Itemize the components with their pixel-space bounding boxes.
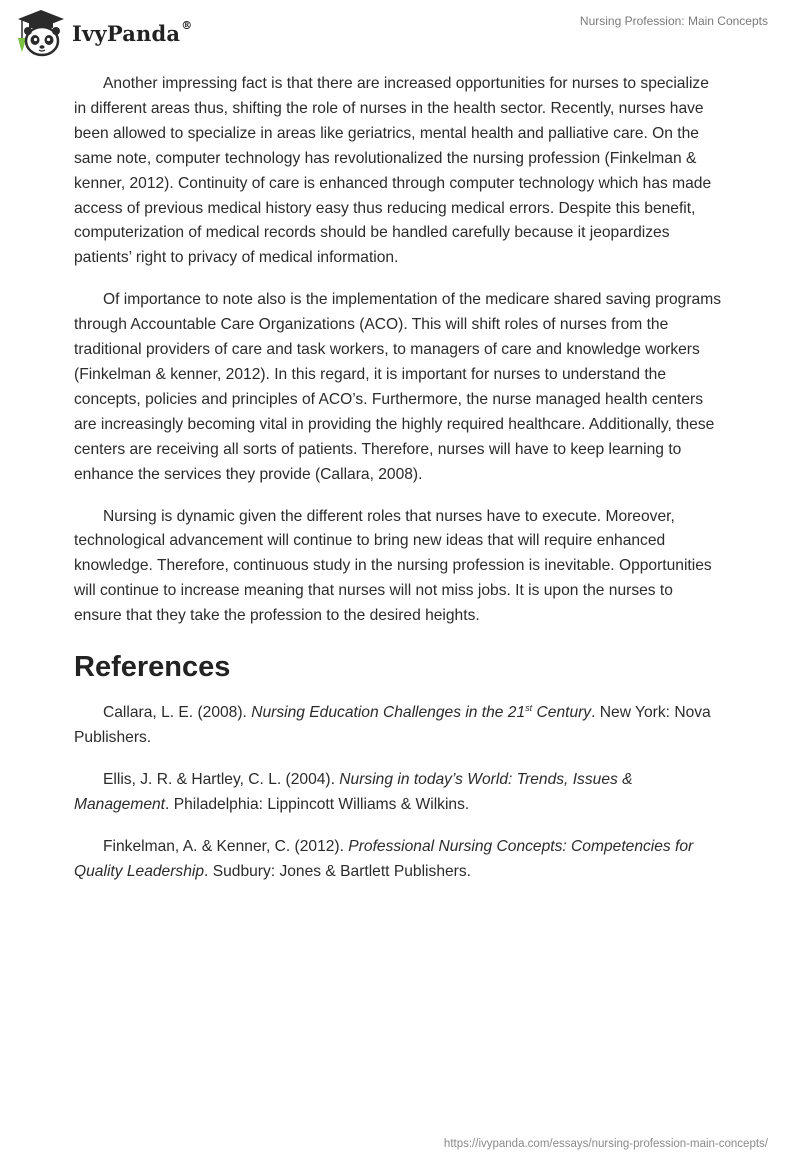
panda-graduate-icon bbox=[14, 8, 68, 58]
reference-entry bbox=[74, 701, 724, 751]
reference-publisher: . New York: Nova Publishers. bbox=[74, 704, 711, 746]
reference-entry bbox=[74, 768, 724, 818]
reference-publisher: . Philadelphia: Lippincott Williams & Wilkins. bbox=[165, 795, 470, 813]
ivypanda-logo[interactable] bbox=[14, 8, 192, 58]
source-url-link[interactable]: https://ivypanda.com/essays/nursing-profession-main-concepts/ bbox=[443, 1138, 768, 1150]
page-header bbox=[0, 0, 800, 62]
reference-title: Nursing in today’s World: Trends, Issues & Management bbox=[74, 770, 633, 813]
reference-title: Professional Nursing Concepts: Competencies for Quality Leadership bbox=[74, 837, 694, 880]
references-heading: References bbox=[74, 651, 231, 684]
reference-title: Nursing Education Challenges in the 21st Century bbox=[251, 702, 592, 722]
essay-body bbox=[74, 72, 724, 901]
registered-mark: ® bbox=[181, 18, 193, 32]
logo-wordmark: IvyPanda® bbox=[72, 18, 193, 46]
reference-publisher: . Sudbury: Jones & Bartlett Publishers. bbox=[204, 862, 471, 880]
reference-entry bbox=[74, 835, 724, 885]
reference-author: Finkelman, A. & Kenner, C. (2012). bbox=[103, 837, 349, 855]
body-paragraph-1: Another impressing fact is that there are increased opportunities for nurses to specialize in different areas thus, shifting the role of nurses in the health sector. Recently, nurses have been allowed to specialize in areas like geriatrics, mental health and palliative care. On the same note, computer technology has revolutionalized the nursing profession (Finkelman & kenner, 2012). Continuity of care is enhanced through computer technology which has made access of previous medical history easy thus reducing medical errors. Despite this benefit, computerization of medical records should be handled carefully because it jeopardizes patients’ right to privacy of medical information. bbox=[74, 75, 712, 267]
reference-author: Callara, L. E. (2008). bbox=[103, 704, 252, 722]
document-title: Nursing Profession: Main Concepts bbox=[579, 14, 768, 28]
body-paragraph-2: Of importance to note also is the implementation of the medicare shared saving programs through Accountable Care Organizations (ACO). This will shift roles of nurses from the traditional providers of care and task workers, to managers of care and knowledge workers (Finkelman & kenner, 2012). In this regard, it is important for nurses to understand the concepts, policies and principles of ACO’s. Furthermore, the nurse managed health centers are increasingly becoming vital in providing the highly required healthcare. Additionally, these centers are receiving all sorts of patients. Therefore, nurses will have to keep learning to enhance the services they provide (Callara, 2008). bbox=[74, 291, 722, 483]
reference-author: Ellis, J. R. & Hartley, C. L. (2004). bbox=[103, 770, 340, 788]
body-paragraph-3: Nursing is dynamic given the different roles that nurses have to execute. Moreover, technological advancement will continue to bring new ideas that will require enhanced knowledge. Therefore, continuous study in the nursing profession is inevitable. Opportunities will continue to increase meaning that nurses will not miss jobs. It is upon the nurses to ensure that they take the profession to the desired heights. bbox=[74, 507, 712, 625]
